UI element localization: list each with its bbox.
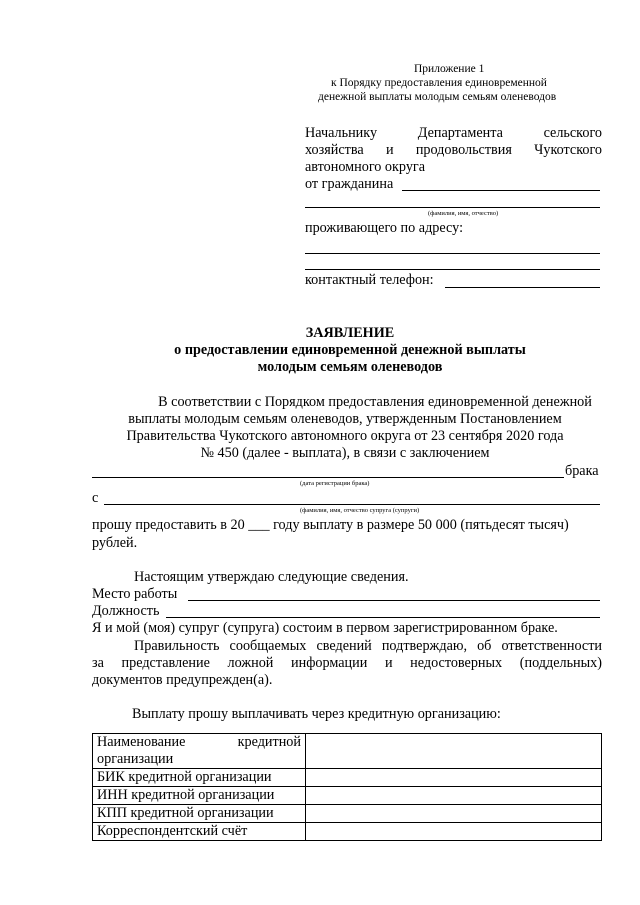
paragraph-1-line-4: № 450 (далее - выплата), в связи с заключением [200,445,490,461]
addressee-word: и [385,142,394,158]
table-row [93,769,602,787]
fio-field[interactable] [305,207,600,208]
addressee-line-1 [305,125,602,142]
fio-caption: (фамилия, имя, отчество) [428,210,499,217]
addressee-word: хозяйства [305,142,364,158]
bank-name-word: кредитной [237,734,301,750]
addressee-line-2 [305,142,602,159]
addressee-word: Начальнику [305,125,378,141]
kpp-value[interactable] [306,805,602,823]
corr-account-label: Корреспондентский счёт [93,823,306,841]
addressee-word: Департамента [417,125,503,141]
bik-label: БИК кредитной организации [93,769,306,787]
spouse-name-field[interactable] [104,504,600,505]
marriage-statement: Я и мой (моя) супруг (супруга) состоим в первом зарегистрированном браке. [92,620,558,636]
phone-field[interactable] [445,287,600,288]
responsibility-line-3: документов предупрежден(а). [92,672,273,688]
request-line-2: рублей. [92,535,138,551]
bik-value[interactable] [306,769,602,787]
responsibility-line-2: за представление ложной информации и недостоверных (поддельных) [92,655,602,671]
from-citizen-field[interactable] [402,190,600,191]
phone-label: контактный телефон: [305,272,434,288]
paragraph-1-line-2: выплаты молодым семьям оленеводов, утвержденным Постановлением [128,411,562,427]
marriage-word: брака [565,463,599,479]
residing-label: проживающего по адресу: [305,220,464,236]
table-row [93,805,602,823]
payment-intro: Выплату прошу выплачивать через кредитную организацию: [132,706,501,722]
request-line-1: прошу предоставить в 20 ___ году выплату в размере 50 000 (пятьдесят тысяч) [92,517,569,533]
with-word: с [92,490,99,506]
addressee-word: Чукотского [534,142,603,158]
inn-label: ИНН кредитной организации [93,787,306,805]
table-row [93,734,602,769]
spouse-caption: (фамилия, имя, отчество супруга (супруги) [300,507,420,514]
table-row [93,823,602,841]
appendix-line-1: Приложение 1 [414,63,485,75]
marriage-date-caption: (дата регистрации брака) [300,480,370,487]
table-row [93,787,602,805]
document-subtitle-1: о предоставлении единовременной денежной выплаты [174,342,526,358]
paragraph-1-line-3: Правительства Чукотского автономного округа от 23 сентября 2020 года [126,428,564,444]
addressee-word: продовольствия [415,142,512,158]
from-citizen-label: от гражданина [305,176,394,192]
workplace-field[interactable] [188,600,600,601]
bank-name-label [93,734,306,769]
position-label: Должность [92,603,160,619]
appendix-line-3: денежной выплаты молодым семьям оленеводов [318,91,557,103]
confirm-intro: Настоящим утверждаю следующие сведения. [134,569,409,585]
position-field[interactable] [166,617,600,618]
marriage-date-field[interactable] [92,477,564,478]
appendix-line-2: к Порядку предоставления единовременной [331,77,547,89]
addressee-line-3: автономного округа [305,159,426,175]
corr-account-value[interactable] [306,823,602,841]
responsibility-line-1: Правильность сообщаемых сведений подтверждаю, об ответственности [134,638,602,654]
document-title: ЗАЯВЛЕНИЕ [305,325,395,341]
workplace-label: Место работы [92,586,178,602]
inn-value[interactable] [306,787,602,805]
bank-name-word: организации [97,751,174,767]
document-subtitle-2: молодым семьям оленеводов [257,359,443,375]
bank-name-value[interactable] [306,734,602,769]
addressee-word: сельского [543,125,603,141]
bank-details-table [92,733,602,841]
paragraph-1-line-1: В соответствии с Порядком предоставления единовременной денежной [158,394,592,410]
kpp-label: КПП кредитной организации [93,805,306,823]
address-field-2[interactable] [305,269,600,270]
bank-name-word: Наименование [97,734,186,750]
address-field-1[interactable] [305,253,600,254]
